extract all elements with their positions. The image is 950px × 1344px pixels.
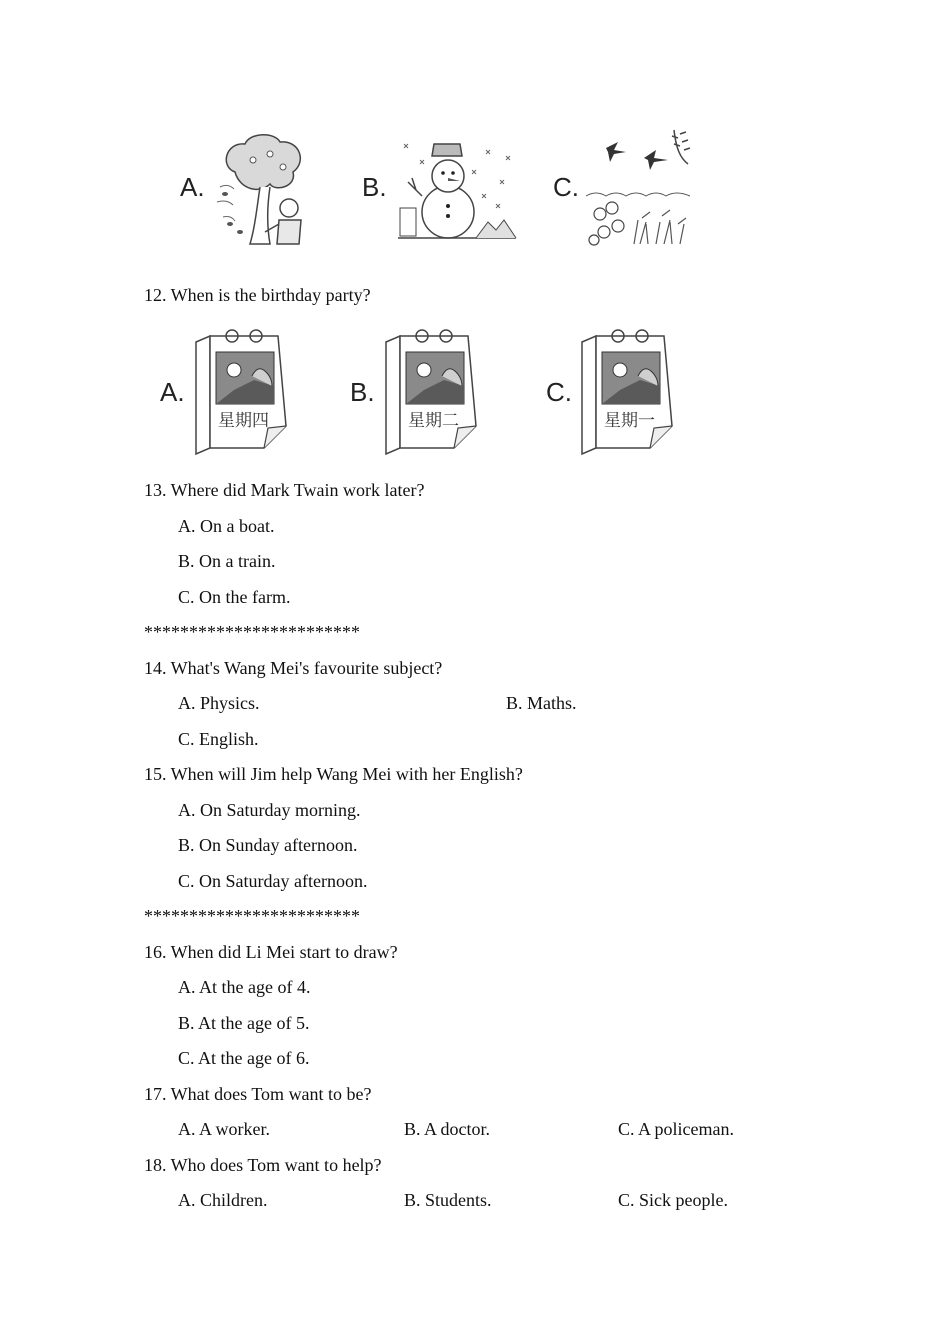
section-separator: ************************ — [144, 622, 360, 642]
q17-option-b: B. A doctor. — [404, 1119, 491, 1139]
q12-option-a-letter: A. — [160, 377, 185, 407]
q14-option-c: C. English. — [178, 729, 259, 749]
q18-option-b: B. Students. — [404, 1190, 492, 1210]
calendar-weekday: 星期二 — [408, 411, 459, 431]
q13-question: 13. Where did Mark Twain work later? — [144, 480, 425, 500]
q11-option-b-letter: B. — [362, 172, 387, 202]
q15-option-b: B. On Sunday afternoon. — [178, 835, 358, 855]
q15-option-a: A. On Saturday morning. — [178, 800, 361, 820]
q18-option-a: A. Children. — [178, 1190, 268, 1210]
q15-question: 15. When will Jim help Wang Mei with her English? — [144, 764, 523, 784]
autumn-tree-wind-icon — [215, 132, 310, 248]
calendar-icon — [194, 330, 289, 456]
q14-question: 14. What's Wang Mei's favourite subject? — [144, 658, 443, 678]
calendar-weekday: 星期一 — [604, 411, 655, 431]
calendar-icon — [384, 330, 479, 456]
q13-option-b: B. On a train. — [178, 551, 276, 571]
q13-option-a: A. On a boat. — [178, 516, 275, 536]
q12-question: 12. When is the birthday party? — [144, 285, 371, 305]
q18-option-c: C. Sick people. — [618, 1190, 728, 1210]
q16-option-b: B. At the age of 5. — [178, 1013, 310, 1033]
q16-question: 16. When did Li Mei start to draw? — [144, 942, 398, 962]
calendar-icon — [580, 330, 675, 456]
q14-option-b: B. Maths. — [506, 693, 577, 713]
q14-option-a: A. Physics. — [178, 693, 260, 713]
q17-option-a: A. A worker. — [178, 1119, 270, 1139]
q11-option-a-letter: A. — [180, 172, 205, 202]
q11-option-c-letter: C. — [553, 172, 579, 202]
snowman-winter-icon — [396, 140, 518, 242]
calendar-weekday: 星期四 — [218, 411, 269, 431]
q15-option-c: C. On Saturday afternoon. — [178, 871, 368, 891]
q16-option-a: A. At the age of 4. — [178, 977, 311, 997]
spring-swallows-flowers-icon — [584, 128, 694, 248]
section-separator: ************************ — [144, 906, 360, 926]
q13-option-c: C. On the farm. — [178, 587, 291, 607]
q16-option-c: C. At the age of 6. — [178, 1048, 310, 1068]
q17-question: 17. What does Tom want to be? — [144, 1084, 372, 1104]
q12-option-c-letter: C. — [546, 377, 572, 407]
q18-question: 18. Who does Tom want to help? — [144, 1155, 382, 1175]
q17-option-c: C. A policeman. — [618, 1119, 734, 1139]
q12-option-b-letter: B. — [350, 377, 375, 407]
